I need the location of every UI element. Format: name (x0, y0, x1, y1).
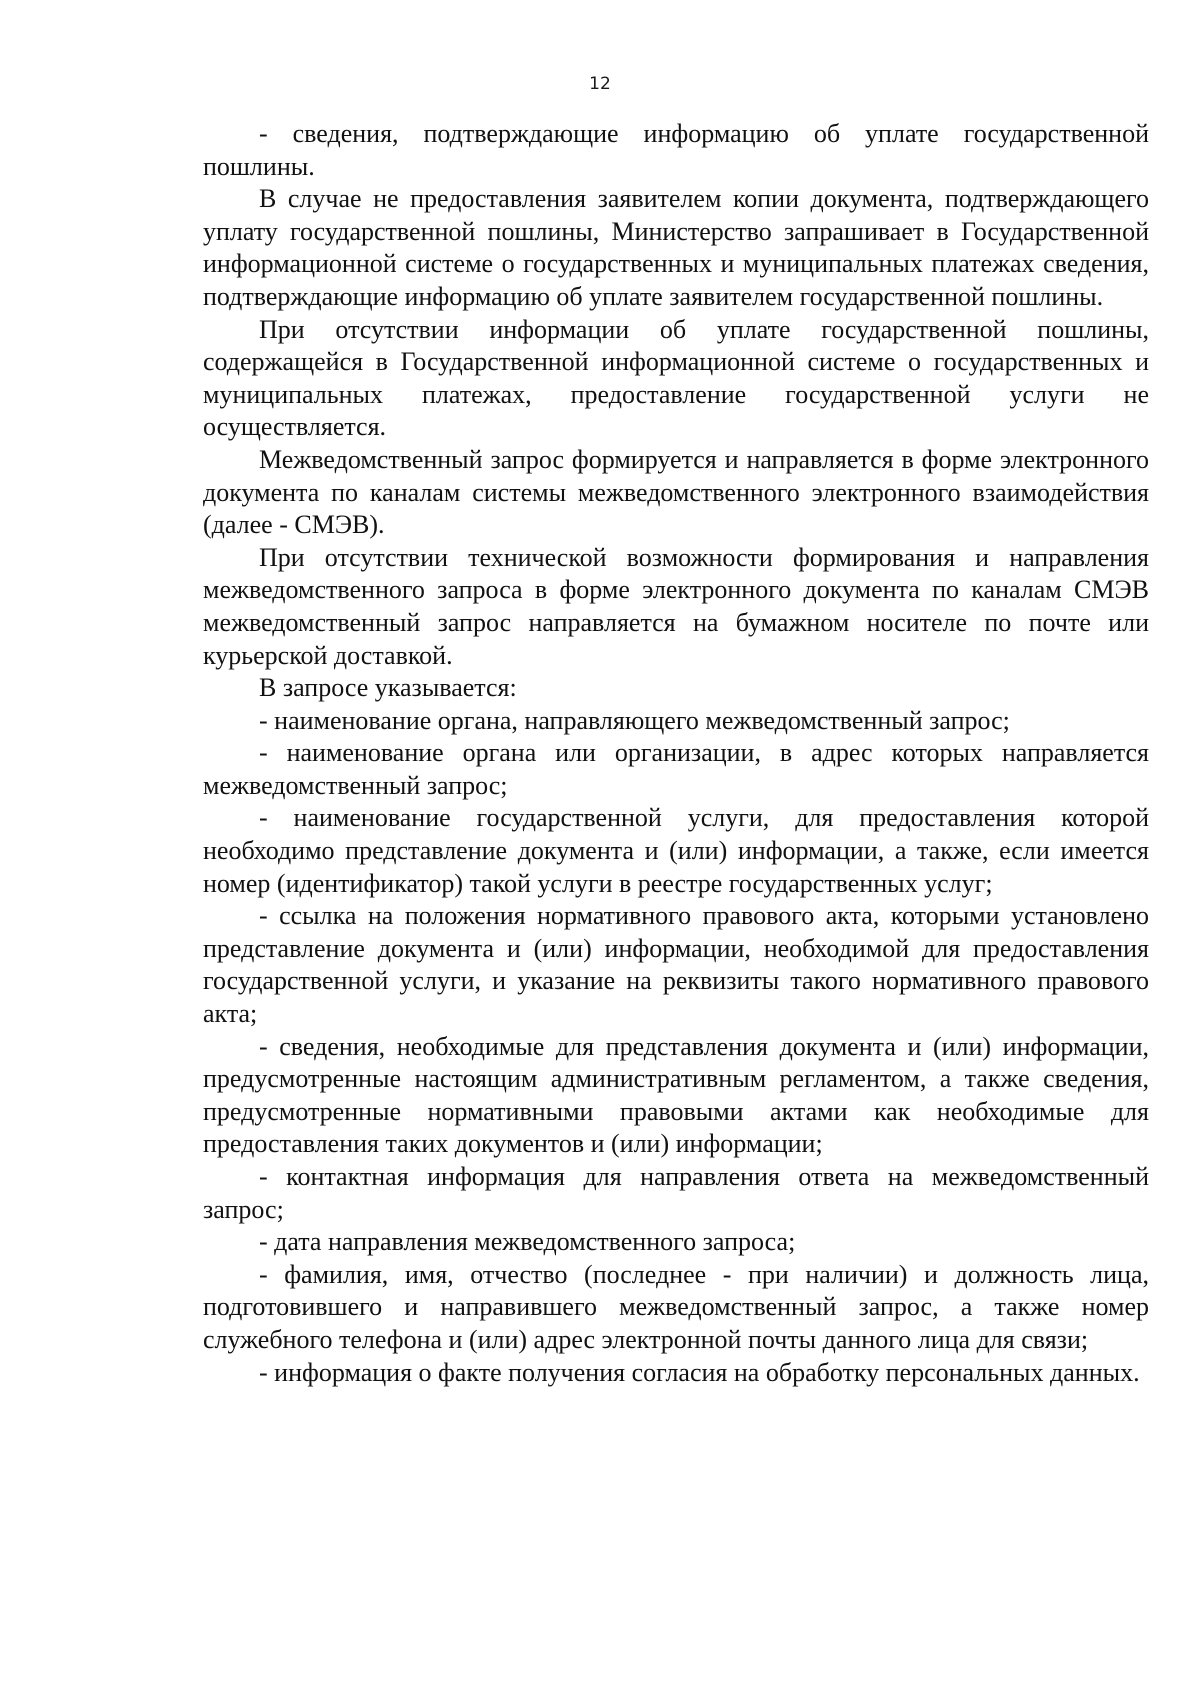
list-item-requesting-body: - наименование органа, направляющего межведомственный запрос; (259, 705, 1010, 735)
list-item-recipient-body: - наименование органа или организации, в адрес которых направляется межведомственный запрос; (203, 738, 1149, 800)
paragraph-paper-request: При отсутствии технической возможности формирования и направления межведомственного запроса в форме электронного документа по каналам СМЭВ межведомственный запрос направляется на бумажном носителе по почте или курьерской доставкой. (203, 542, 1149, 670)
list-item-service-name: - наименование государственной услуги, для предоставления которой необходимо представление документа и (или) информации, а также, если имеется номер (идентификатор) такой услуги в реестре государственных услуг; (203, 803, 1149, 898)
document-body (203, 118, 1149, 1389)
paragraph-interagency-request-form: Межведомственный запрос формируется и направляется в форме электронного документа по каналам системы межведомственного электронного взаимодействия (далее - СМЭВ). (203, 444, 1149, 540)
paragraph-no-fee-info: При отсутствии информации об уплате государственной пошлины, содержащейся в Государственной информационной системе о государственных и муниципальных платежах, предоставление государственной услуги не осуществляется. (203, 314, 1149, 442)
list-item-legal-act-reference: - ссылка на положения нормативного правового акта, которыми установлено представление документа и (или) информации, необходимой для предоставления государственной услуги, и указание на реквизиты такого нормативного правового акта; (203, 901, 1149, 1029)
list-item-request-date: - дата направления межведомственного запроса; (259, 1227, 796, 1257)
list-item-required-info: - сведения, необходимые для представления документа и (или) информации, предусмотренные настоящим административным регламентом, а также сведения, предусмотренные нормативными правовыми актами как необходимые для предоставления таких документов и (или) информации; (203, 1031, 1149, 1159)
page-number: 12 (589, 74, 611, 94)
paragraph-fee-copy-not-provided: В случае не предоставления заявителем копии документа, подтверждающего уплату государственной пошлины, Министерство запрашивает в Государственной информационной системе о государственных и муниципальных платежах сведения, подтверждающие информацию об уплате заявителем государственной пошлины. (203, 184, 1149, 311)
list-item-contact-info: - контактная информация для направления ответа на межведомственный запрос; (203, 1162, 1149, 1224)
paragraph-request-contents-intro: В запросе указывается: (259, 673, 517, 703)
list-item-fee-payment-info: - сведения, подтверждающие информацию об уплате государственной пошлины. (203, 119, 1149, 181)
list-item-responsible-person: - фамилия, имя, отчество (последнее - при наличии) и должность лица, подготовившего и направившего межведомственный запрос, а также номер служебного телефона и (или) адрес электронной почты данного лица для связи; (203, 1259, 1149, 1354)
list-item-consent-info: - информация о факте получения согласия на обработку персональных данных. (259, 1357, 1140, 1387)
